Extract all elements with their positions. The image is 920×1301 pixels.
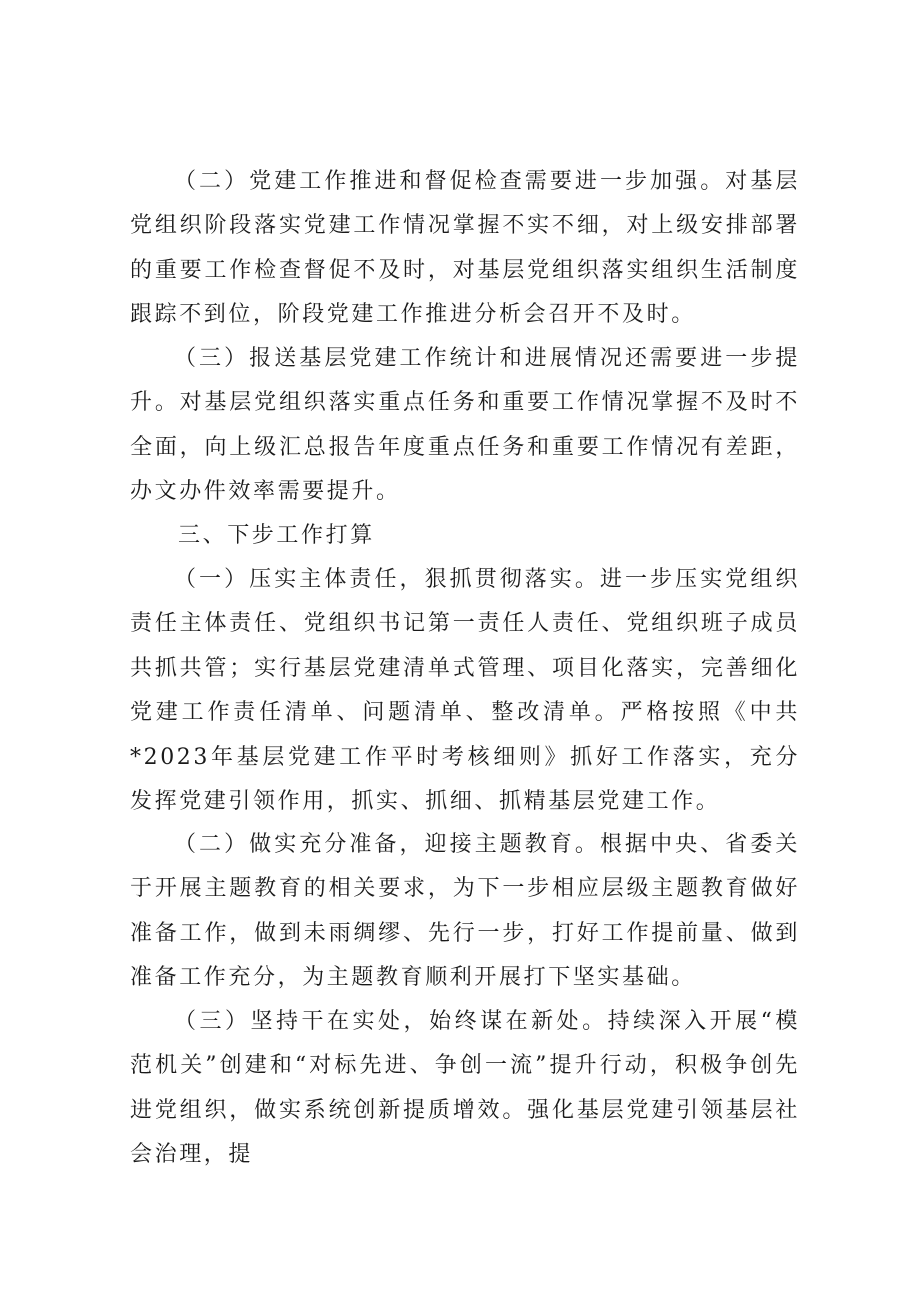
paragraph-preparation: （二）做实充分准备，迎接主题教育。根据中央、省委关于开展主题教育的相关要求，为下一步相应层级主题教育做好准备工作，做到未雨绸缪、先行一步，打好工作提前量、做到准备工作充分，为主题教育顺利开展打下坚实基础。 (130, 832, 800, 991)
paragraph-responsibility: （一）压实主体责任，狠抓贯彻落实。进一步压实党组织责任主体责任、党组织书记第一责任人责任、党组织班子成员共抓共管；实行基层党建清单式管理、项目化落实，完善细化党建工作责任清单、问题清单、整改清单。严格按照《中共*2023年基层党建工作平时考核细则》抓好工作落实，充分发挥党建引领作用，抓实、抓细、抓精基层党建工作。 (130, 567, 800, 815)
paragraph-practice: （三）坚持干在实处，始终谋在新处。持续深入开展“模范机关”创建和“对标先进、争创一流”提升行动，积极争创先进党组织，做实系统创新提质增效。强化基层党建引领基层社会治理，提 (130, 1009, 800, 1168)
paragraph-reporting: （三）报送基层党建工作统计和进展情况还需要进一步提升。对基层党组织落实重点任务和重要工作情况掌握不及时不全面，向上级汇总报告年度重点任务和重要工作情况有差距，办文办件效率需要提升。 (130, 346, 800, 505)
paragraph-supervision: （二）党建工作推进和督促检查需要进一步加强。对基层党组织阶段落实党建工作情况掌握不实不细，对上级安排部署的重要工作检查督促不及时，对基层党组织落实组织生活制度跟踪不到位，阶段党建工作推进分析会召开不及时。 (130, 169, 800, 328)
section-heading-next-steps: 三、下步工作打算 (178, 523, 375, 548)
